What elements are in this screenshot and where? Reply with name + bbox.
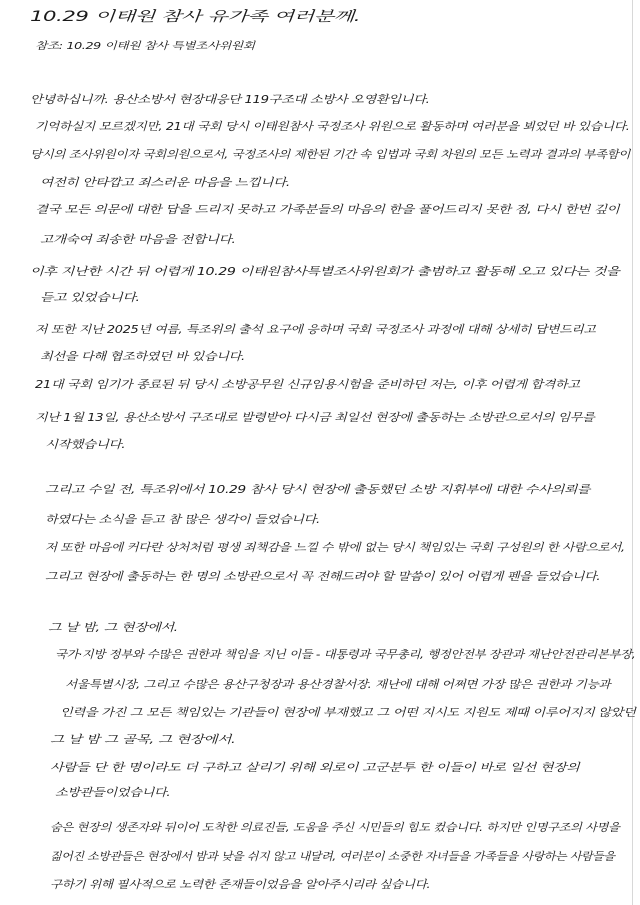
- letter-line: 이후 지난한 시간 뒤 어렵게 10.29 이태원참사특별조사위원회가 출범하고 활동해 오고 있다는 것을: [30, 265, 620, 278]
- letter-line: 국가·지방 정부와 수많은 권한과 책임을 지닌 이들 - 대통령과 국무총리, 행정안전부 장관과 재난안전관리본부장,: [55, 648, 636, 661]
- letter-line: 최선을 다해 협조하였던 바 있습니다.: [40, 350, 245, 363]
- letter-line: 저 또한 지난 2025년 여름, 특조위의 출석 요구에 응하며 국회 국정조사 과정에 대해 상세히 답변드리고: [35, 323, 596, 336]
- letter-line: 고개숙여 죄송한 마음을 전합니다.: [40, 233, 236, 246]
- letter-reference: 참조: 10.29 이태원 참사 특별조사위원회: [35, 41, 255, 52]
- letter-line: 여전히 안타깝고 죄스러운 마음을 느낍니다.: [40, 176, 290, 189]
- letter-line: 구하기 위해 필사적으로 노력한 존재들이었음을 알아주시리라 싶습니다.: [50, 878, 431, 891]
- letter-line: 그 날 밤 그 골목, 그 현장에서.: [50, 733, 236, 746]
- letter-line: 사람들 단 한 명이라도 더 구하고 살리기 위해 외로이 고군분투 한 이들이 바로 일선 현장의: [50, 761, 580, 774]
- letter-line: 안녕하십니까. 용산소방서 현장대응단 119구조대 소방사 오영환입니다.: [30, 93, 430, 106]
- page-edge: [632, 0, 633, 905]
- letter-line: 시작했습니다.: [45, 438, 126, 451]
- letter-line: 그 날 밤, 그 현장에서.: [48, 621, 178, 634]
- letter-line: 듣고 있었습니다.: [40, 291, 140, 304]
- letter-salutation: 10.29 이태원 참사 유가족 여러분께.: [30, 9, 361, 25]
- letter-line: 기억하실지 모르겠지만, 21대 국회 당시 이태원참사 국정조사 위원으로 활동하며 여러분을 뵈었던 바 있습니다.: [35, 120, 630, 133]
- letter-line: 저 또한 마음에 커다란 상처처럼 평생 죄책감을 느낄 수 밖에 없는 당시 책임있는 국회 구성원의 한 사람으로서,: [45, 541, 625, 554]
- letter-line: 소방관들이었습니다.: [55, 786, 171, 799]
- letter-line: 그리고 현장에 출동하는 한 명의 소방관으로서 꼭 전해드려야 할 말씀이 있어 어렵게 펜을 들었습니다.: [45, 570, 601, 583]
- letter-line: 인력을 가진 그 모든 책임있는 기관들이 현장에 부재했고 그 어떤 지시도 지원도 제때 이루어지지 않았던: [60, 706, 636, 719]
- letter-line: 그리고 수일 전, 특조위에서 10.29 참사 당시 현장에 출동했던 소방 지휘부에 대한 수사의뢰를: [45, 483, 590, 496]
- letter-line: 서울특별시장, 그리고 수많은 용산구청장과 용산경찰서장. 재난에 대해 어쩌면 가장 많은 권한과 기능과: [65, 678, 611, 691]
- letter-line: 당시의 조사위원이자 국회의원으로서, 국정조사의 제한된 기간 속 입법과 국회 차원의 모든 노력과 결과의 부족함이: [30, 148, 631, 161]
- letter-line: 숨은 현장의 생존자와 뒤이어 도착한 의료진들, 도움을 주신 시민들의 힘도 컸습니다. 하지만 인명구조의 사명을: [50, 821, 620, 834]
- letter-line: 결국 모든 의문에 대한 답을 드리지 못하고 가족분들의 마음의 한을 풀어드리지 못한 점, 다시 한번 깊이: [35, 203, 620, 216]
- letter-line: 지난 1월 13일, 용산소방서 구조대로 발령받아 다시금 최일선 현장에 출동하는 소방관으로서의 임무를: [35, 411, 595, 424]
- letter-line: 하였다는 소식을 듣고 참 많은 생각이 들었습니다.: [45, 513, 320, 526]
- letter-line: 짊어진 소방관들은 현장에서 밤과 낮을 쉬지 않고 내달려, 여러분이 소중한 자녀들을 가족들을 사랑하는 사람들을: [50, 850, 615, 863]
- letter-line: 21대 국회 임기가 종료된 뒤 당시 소방공무원 신규임용시험을 준비하던 저는, 이후 어렵게 합격하고: [35, 378, 580, 391]
